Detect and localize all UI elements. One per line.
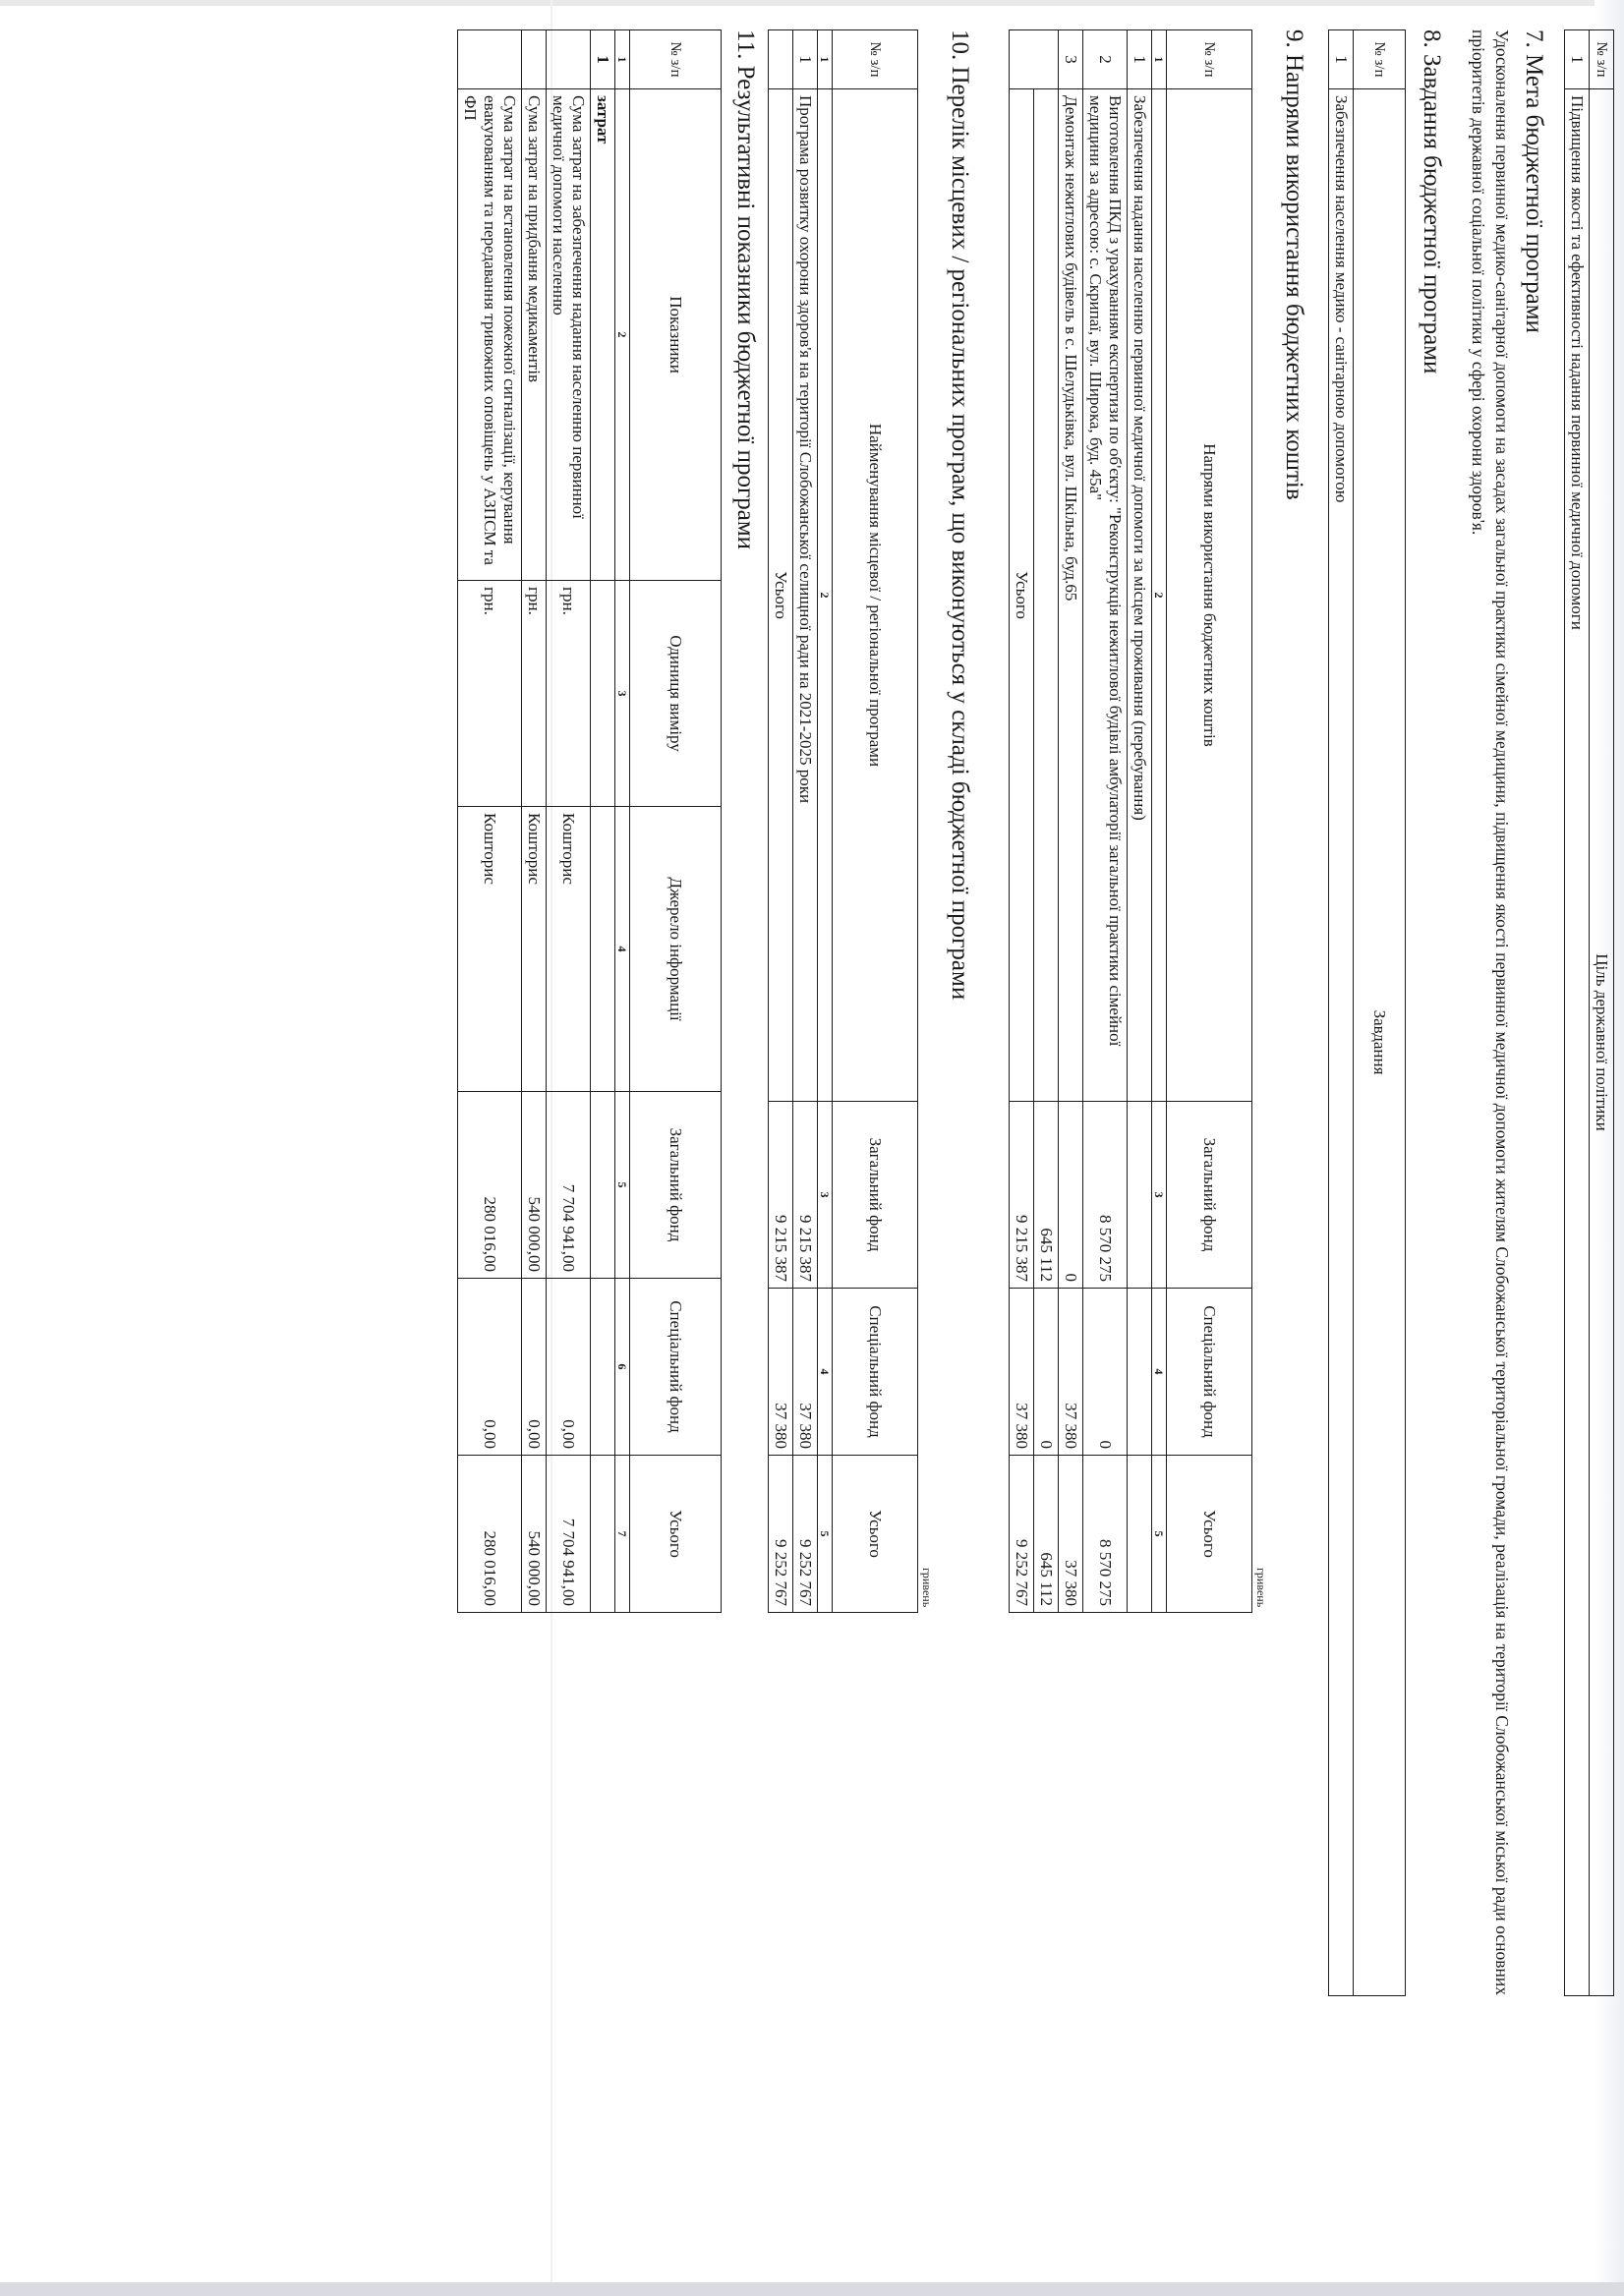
header-general-fund: Загальний фонд [1167, 1102, 1252, 1289]
header-total: Усього [1167, 1456, 1252, 1613]
empty-cell [591, 807, 615, 1092]
row-total: 280 016,00 [458, 1456, 522, 1613]
table-header-row [1354, 30, 1406, 1996]
colnum-2: 2 [818, 89, 833, 1102]
header-number: № з/п [630, 30, 722, 89]
row-general-fund: 8 570 275 [1083, 1102, 1128, 1289]
colnum-3: 3 [818, 1102, 833, 1289]
row-number: 2 [1083, 30, 1128, 89]
table-header-row [1590, 30, 1614, 1996]
scan-edge-top [0, 0, 1624, 6]
total-special-fund: 37 380 [1010, 1289, 1034, 1456]
section-10-title: 10. Перелік місцевих / регіональних програм, що виконуються у складі бюджетної програми [947, 29, 973, 1001]
section-7-title: 7. Мета бюджетної програми [1521, 29, 1547, 333]
row-special-fund [1128, 1289, 1152, 1456]
row-goal: Підвищення якості та ефективності надання первинної медичної допомоги [1565, 89, 1590, 1996]
header-general-fund: Загальний фонд [630, 1092, 722, 1279]
colnum-6: 6 [615, 1279, 630, 1456]
group-label: затрат [591, 89, 615, 581]
table-row [1128, 30, 1152, 1613]
table-row [1083, 30, 1128, 1613]
row-number [522, 30, 547, 89]
total-sum: 9 252 767 [769, 1456, 793, 1613]
table-row [1059, 30, 1083, 1613]
row-program-name: Програма розвитку охорони здоров'я на території Слобожанської селищної ради на 2021-2025 роки [793, 89, 818, 1102]
row-general-fund: 645 112 [1034, 1102, 1059, 1289]
row-direction: Забезпечення надання населенню первинної медичної допомоги за місцем проживання (перебування) [1128, 89, 1152, 1102]
row-total: 7 704 941,00 [547, 1456, 591, 1613]
row-direction: Виготовлення ПКД з урахуванням експертизи по об'єкту: "Реконструкція нежитлової будівлі амбулаторії загальної практики сімейної медицини за адресою: с. Скрипаї, вул. Широка, буд. 45а" [1083, 89, 1128, 1102]
table-row [793, 30, 818, 1613]
row-special-fund: 0,00 [458, 1279, 522, 1456]
total-label: Усього [1010, 89, 1034, 1102]
row-direction [1034, 89, 1059, 1102]
policy-goal-table [1564, 29, 1614, 1996]
header-general-fund: Загальний фонд [833, 1102, 918, 1289]
header-special-fund: Спеціальний фонд [833, 1289, 918, 1456]
row-number [1034, 30, 1059, 89]
column-number-row [615, 30, 630, 1613]
total-general-fund: 9 215 387 [1010, 1102, 1034, 1289]
row-source: Кошторис [458, 807, 522, 1092]
row-general-fund: 7 704 941,00 [547, 1092, 591, 1279]
total-general-fund: 9 215 387 [769, 1102, 793, 1289]
row-special-fund: 0 [1083, 1289, 1128, 1456]
row-number [547, 30, 591, 89]
row-number: 1 [1128, 30, 1152, 89]
colnum-5: 5 [615, 1092, 630, 1279]
empty-cell [591, 1279, 615, 1456]
empty-cell [591, 1456, 615, 1613]
row-total: 9 252 767 [793, 1456, 818, 1613]
column-number-row [818, 30, 833, 1613]
local-programs-table [768, 29, 918, 1613]
row-total: 8 570 275 [1083, 1456, 1128, 1613]
row-total: 540 000,00 [522, 1456, 547, 1613]
header-direction: Напрями використання бюджетних коштів [1167, 89, 1252, 1102]
budget-directions-table [1009, 29, 1252, 1613]
header-goal: Ціль державної політики [1590, 89, 1614, 1996]
row-number: 3 [1059, 30, 1083, 89]
row-total: 645 112 [1034, 1456, 1059, 1613]
group-row [591, 30, 615, 1613]
colnum-3: 3 [1152, 1102, 1167, 1289]
total-row [1010, 30, 1034, 1613]
row-special-fund: 0 [1034, 1289, 1059, 1456]
row-general-fund: 540 000,00 [522, 1092, 547, 1279]
table-row [522, 30, 547, 1613]
row-unit: грн. [547, 581, 591, 807]
row-total [1128, 1456, 1152, 1613]
row-special-fund: 0,00 [547, 1279, 591, 1456]
row-indicator: Сума затрат на встановлення пожежної сигналізації, керування евакуюванням та передавання тривожних оповіщень у АЗПСМ та ФП [458, 89, 522, 581]
row-unit: грн. [522, 581, 547, 807]
header-task: Завдання [1354, 89, 1406, 1996]
header-number: № з/п [1167, 30, 1252, 89]
colnum-1: 1 [818, 30, 833, 89]
row-number: 1 [1565, 30, 1590, 89]
header-total: Усього [630, 1456, 722, 1613]
header-number: № з/п [833, 30, 918, 89]
table-row [458, 30, 522, 1613]
row-special-fund: 0,00 [522, 1279, 547, 1456]
colnum-5: 5 [1152, 1456, 1167, 1613]
row-indicator: Сума затрат на забезпечення надання населенню первинної медичної допомоги населенню [547, 89, 591, 581]
colnum-1: 1 [615, 30, 630, 89]
header-program-name: Найменування місцевої / регіональної програми [833, 89, 918, 1102]
colnum-1: 1 [1152, 30, 1167, 89]
row-special-fund: 37 380 [793, 1289, 818, 1456]
colnum-3: 3 [615, 581, 630, 807]
header-special-fund: Спеціальний фонд [630, 1279, 722, 1456]
group-number: 1 [591, 30, 615, 89]
header-special-fund: Спеціальний фонд [1167, 1289, 1252, 1456]
header-total: Усього [833, 1456, 918, 1613]
row-special-fund: 37 380 [1059, 1289, 1083, 1456]
row-direction: Демонтаж нежитлових будівель в с. Шелудьківка, вул. Шкільна, буд.65 [1059, 89, 1083, 1102]
total-sum: 9 252 767 [1010, 1456, 1034, 1613]
row-indicator: Сума затрат на придбання медикаментів [522, 89, 547, 581]
tasks-table [1328, 29, 1406, 1996]
empty-cell [591, 581, 615, 807]
colnum-5: 5 [818, 1456, 833, 1613]
column-number-row [1152, 30, 1167, 1613]
rotated-document-page [51, 29, 1624, 2270]
row-general-fund: 9 215 387 [793, 1102, 818, 1289]
table-row [1329, 30, 1354, 1996]
total-row-spacer [769, 30, 793, 89]
row-number: 1 [793, 30, 818, 89]
scan-edge-bottom [0, 2282, 1624, 2296]
row-unit: грн. [458, 581, 522, 807]
colnum-2: 2 [615, 89, 630, 581]
colnum-4: 4 [818, 1289, 833, 1456]
section-7-text: Удосконалення первинної медико-санітарної допомоги на засадах загальної практики сімейної медицини, підвищення якості первинної медичної допомоги жителям Слобожанської територіальної громади, реалізація на території Слобожанської міської ради основних пріоритетів державної соціальної політики у сфері охорони здоров'я. [1469, 29, 1512, 1995]
section-8-title: 8. Завдання бюджетної програми [1419, 29, 1445, 374]
performance-indicators-table [457, 29, 722, 1613]
row-number: 1 [1329, 30, 1354, 89]
table-header-row [833, 30, 918, 1613]
row-source: Кошторис [547, 807, 591, 1092]
section-11-title: 11. Результативні показники бюджетної програми [732, 29, 759, 550]
row-total: 37 380 [1059, 1456, 1083, 1613]
row-number [458, 30, 522, 89]
row-task: Забезпечення населення медико - санітарною допомогою [1329, 89, 1354, 1996]
colnum-4: 4 [1152, 1289, 1167, 1456]
table-row [1034, 30, 1059, 1613]
section-10-unit: гривень [920, 1568, 934, 1608]
row-general-fund: 0 [1059, 1102, 1083, 1289]
header-source: Джерело інформації [630, 807, 722, 1092]
header-number: № з/п [1590, 30, 1614, 89]
table-header-row [630, 30, 722, 1613]
row-general-fund: 280 016,00 [458, 1092, 522, 1279]
total-row [769, 30, 793, 1613]
header-unit: Одиниця виміру [630, 581, 722, 807]
colnum-2: 2 [1152, 89, 1167, 1102]
colnum-4: 4 [615, 807, 630, 1092]
row-general-fund [1128, 1102, 1152, 1289]
header-indicator: Показники [630, 89, 722, 581]
section-9-unit: гривень [1254, 1568, 1268, 1608]
table-row [1565, 30, 1590, 1996]
empty-cell [591, 1092, 615, 1279]
colnum-7: 7 [615, 1456, 630, 1613]
header-number: № з/п [1354, 30, 1406, 89]
table-row [547, 30, 591, 1613]
total-row-spacer [1010, 30, 1034, 89]
row-source: Кошторис [522, 807, 547, 1092]
total-label: Усього [769, 89, 793, 1102]
section-9-title: 9. Напрями використання бюджетних коштів [1281, 29, 1307, 500]
total-special-fund: 37 380 [769, 1289, 793, 1456]
table-header-row [1167, 30, 1252, 1613]
